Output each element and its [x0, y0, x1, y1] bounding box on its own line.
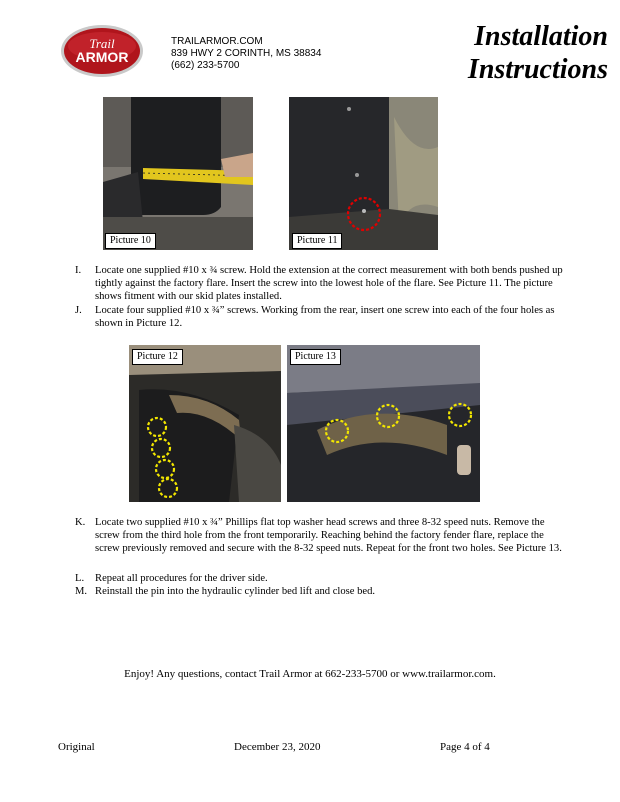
- step-j-text: Locate four supplied #10 x ¾” screws. Working from the rear, insert one screw into each of the four holes as shown in Picture 12.: [95, 305, 555, 330]
- step-l-text: Repeat all procedures for the driver side.: [95, 573, 268, 584]
- title-line-1: Installation: [474, 21, 608, 52]
- step-k-text: Locate two supplied #10 x ¾” Phillips flat top washer head screws and three 8-32 speed nuts. Remove the screw from the third hole from the front temporarily. Reaching behind the factory fender flare, replace the screw previously removed and secure with the 8-32 speed nuts. Repeat for the front two holes. See Picture 13.: [95, 517, 562, 555]
- picture-12-caption: Picture 12: [132, 349, 183, 365]
- footer-page-number: Page 4 of 4: [440, 741, 490, 753]
- trail-armor-logo: [60, 24, 144, 78]
- step-l: [75, 572, 570, 585]
- step-i-letter: I.: [75, 265, 82, 276]
- logo-text-trail: Trail: [89, 36, 115, 51]
- picture-10-caption: Picture 10: [105, 233, 156, 249]
- step-k: [75, 516, 570, 556]
- picture-11-caption: Picture 11: [292, 233, 342, 249]
- picture-12-photo: [129, 345, 281, 502]
- picture-10-photo: [103, 97, 253, 250]
- picture-13-photo: [287, 345, 480, 502]
- step-l-letter: L.: [75, 573, 85, 584]
- company-address: 839 HWY 2 CORINTH, MS 38834: [171, 48, 322, 59]
- footer-date: December 23, 2020: [234, 741, 321, 753]
- step-j-letter: J.: [75, 305, 82, 316]
- closing-contact-line: Enjoy! Any questions, contact Trail Armor at 662-233-5700 or www.trailarmor.com.: [124, 668, 496, 680]
- footer-version: Original: [58, 741, 95, 753]
- step-i: [75, 264, 570, 304]
- step-k-letter: K.: [75, 517, 86, 528]
- step-m-text: Reinstall the pin into the hydraulic cylinder bed lift and close bed.: [95, 586, 376, 597]
- company-website: TRAILARMOR.COM: [171, 36, 263, 47]
- company-info: [171, 36, 321, 72]
- picture-13-caption: Picture 13: [290, 349, 341, 365]
- step-m: [75, 585, 570, 598]
- title-line-2: Instructions: [467, 54, 608, 85]
- logo-text-armor: ARMOR: [75, 49, 129, 65]
- step-i-text: Locate one supplied #10 x ¾ screw. Hold the extension at the correct measurement with both bends pushed up tightly against the factory flare. Insert the screw into the lowest hole of the flare. See Picture 11. The picture shows fitment with our skid plates installed.: [95, 265, 563, 303]
- step-m-letter: M.: [75, 586, 88, 597]
- page-title: [468, 20, 608, 86]
- company-phone: (662) 233-5700: [171, 60, 240, 71]
- step-j: [75, 304, 570, 330]
- picture-11-photo: [289, 97, 438, 250]
